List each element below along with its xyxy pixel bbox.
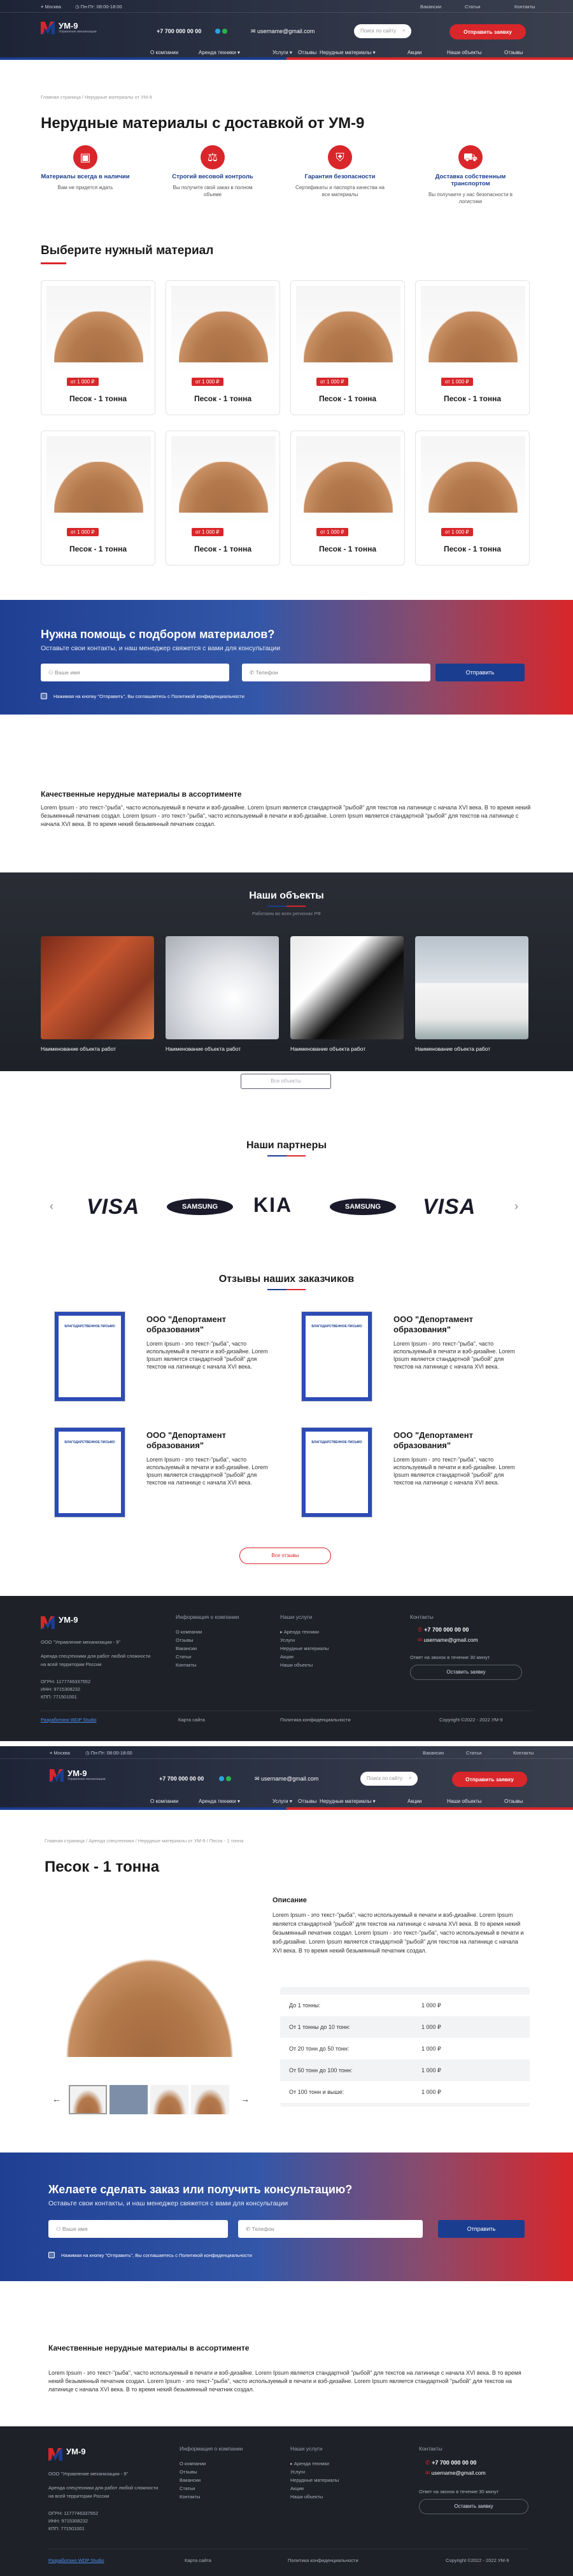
product-card[interactable] — [41, 431, 155, 566]
footer-link[interactable]: О компании — [180, 2461, 206, 2466]
price-row-label: От 100 тонн и выше: — [289, 2089, 344, 2095]
partner-logo-visa-2[interactable]: VISA — [423, 1195, 476, 1219]
price-row — [280, 2038, 530, 2060]
object-image[interactable] — [41, 936, 154, 1039]
product-price: от 1 000 ₽ — [192, 378, 223, 386]
header-cta-button[interactable]: Отправить заявку — [452, 1772, 527, 1787]
feature-item — [168, 145, 257, 198]
feature-icon: ⛟ — [458, 145, 483, 169]
feature-desc: Вы получите свой заказ в полном объеме — [173, 185, 253, 197]
review-title: ООО "Депортамент образования" — [393, 1430, 473, 1450]
product-price: от 1 000 ₽ — [192, 528, 223, 536]
nav-about[interactable]: О компании — [150, 50, 179, 55]
product-card[interactable] — [415, 431, 530, 566]
reviews-underline-red — [286, 1289, 306, 1290]
footer-logo-text[interactable]: УМ-9 — [59, 1615, 78, 1625]
nav-services[interactable]: Услуги ▾ — [272, 50, 292, 55]
objects-underline-blue — [267, 906, 286, 907]
product-card[interactable] — [166, 280, 280, 415]
header-cta-button[interactable]: Отправить заявку — [449, 24, 526, 39]
nav-reviews-2[interactable]: Отзывы — [504, 50, 523, 55]
price-row-value: 1 000 ₽ — [421, 2024, 441, 2030]
sand-image — [304, 462, 393, 513]
help-form-section — [0, 600, 573, 715]
footer-inn: ИНН: 9715308232 — [41, 1686, 81, 1692]
footer-callback-note: Ответ на звонок в течение 30 минут — [410, 1654, 490, 1660]
product-name[interactable]: Песок - 1 тонна — [194, 394, 252, 403]
nav-services[interactable]: Услуги ▾ — [272, 1798, 292, 1804]
product-card[interactable] — [166, 431, 280, 566]
footer-link[interactable]: Контакты — [180, 2494, 201, 2500]
product-price: от 1 000 ₽ — [67, 378, 99, 386]
page-title: Нерудные материалы с доставкой от УМ-9 — [41, 115, 365, 132]
site-header — [0, 0, 573, 60]
object-image[interactable] — [415, 936, 528, 1039]
partners-underline-red — [286, 1155, 306, 1156]
sand-image — [179, 462, 268, 513]
object-caption[interactable]: Наименование объекта работ — [290, 1046, 366, 1052]
footer-callback-button[interactable]: Оставить заявку — [419, 2499, 528, 2514]
product-card[interactable] — [415, 280, 530, 415]
product-name[interactable]: Песок - 1 тонна — [69, 394, 127, 403]
letter-heading: БЛАГОДАРСТВЕННОЕ ПИСЬМО — [311, 1325, 362, 1328]
footer-col1-title: Информация о компании — [180, 2445, 243, 2452]
help-title: Нужна помощь с подбором материалов? — [41, 628, 275, 641]
footer-col3-title: Контакты — [410, 1614, 434, 1620]
price-row-label: До 1 тонны: — [289, 2002, 321, 2009]
price-row — [280, 1995, 530, 2016]
footer-link[interactable]: Отзывы — [180, 2469, 197, 2475]
city-label[interactable]: ⌖ Москва — [50, 1750, 70, 1756]
object-caption[interactable]: Наименование объекта работ — [41, 1046, 117, 1052]
footer-email[interactable]: ✉ username@gmail.com — [425, 2470, 486, 2476]
review-letter-image[interactable] — [302, 1312, 372, 1401]
product-main-image[interactable] — [45, 1911, 255, 2082]
feature-title: Доставка собственным транспортом — [435, 173, 506, 187]
review-letter-image[interactable] — [55, 1428, 125, 1517]
breadcrumb[interactable]: Главная страница / Нерудные материалы от УМ-9 — [41, 94, 152, 100]
order-subtitle: Оставьте свои контакты, и наш менеджер свяжется с вами для консультации — [48, 2200, 288, 2207]
search-input[interactable]: Поиск по сайту — [354, 24, 411, 38]
choose-title: Выберите нужный материал — [41, 244, 214, 257]
partners-prev-arrow[interactable]: ‹ — [50, 1200, 53, 1213]
footer-col2-title: Наши услуги — [290, 2445, 323, 2452]
telegram-icon[interactable] — [215, 29, 220, 34]
footer-phone[interactable]: ✆ +7 700 000 00 00 — [425, 2459, 477, 2466]
footer-policy-link[interactable]: Политика конфиденциальности — [280, 1717, 351, 1723]
product-name[interactable]: Песок - 1 тонна — [318, 394, 377, 403]
footer-company: ООО "Управление механизации - 9" — [41, 1639, 121, 1645]
objects-underline-red — [286, 906, 306, 907]
breadcrumb[interactable]: Главная страница / Аренда спецтехники / Нерудные материалы от УМ-9 / Песок - 1 тонна — [45, 1838, 244, 1844]
hours-label: ◷ Пн-Пт: 08:00-18:00 — [75, 4, 122, 10]
sand-image — [304, 311, 393, 362]
nav-reviews[interactable]: Отзывы — [298, 1798, 317, 1804]
feature-icon: ⛨ — [328, 145, 352, 169]
features-row — [41, 145, 532, 222]
footer-link[interactable]: Акции — [280, 1654, 294, 1660]
product-price: от 1 000 ₽ — [316, 528, 348, 536]
footer-col1 — [180, 2459, 206, 2501]
seo-title: Качественные нерудные материалы в ассортименте — [48, 2344, 250, 2352]
whatsapp-icon[interactable] — [222, 29, 227, 34]
site-footer — [0, 1596, 573, 1741]
review-text: Lorem Ipsum - это текст-"рыба", часто используемый в печати и вэб-дизайне. Lorem Ipsum является стандартной "рыбой" для текстов на латинице с начала XVI века. — [146, 1341, 268, 1370]
review-text: Lorem Ipsum - это текст-"рыба", часто используемый в печати и вэб-дизайне. Lorem Ipsum является стандартной "рыбой" для текстов на латинице с начала XVI века. — [393, 1456, 515, 1486]
gallery-thumb[interactable] — [69, 2085, 107, 2114]
footer-company: ООО "Управление механизации - 9" — [48, 2471, 129, 2477]
product-card[interactable] — [290, 431, 405, 566]
product-price: от 1 000 ₽ — [441, 528, 473, 536]
seo-text: Lorem Ipsum - это текст-"рыба", часто используемый в печати и вэб-дизайне. Lorem Ipsum является стандартной "рыбой" для текстов на латинице с начала XVI века. В то время некий безымянный печатник создал. Lorem Ipsum - это текст-"рыба", часто используемый в печати и вэб-дизайне. Lorem Ipsum является стандартной "рыбой" для текстов на латинице с начала XVI века. В то время некий безымянный печатник создал. — [48, 2370, 521, 2393]
letter-heading: БЛАГОДАРСТВЕННОЕ ПИСЬМО — [311, 1441, 362, 1444]
footer-col2-title: Наши услуги — [280, 1614, 313, 1620]
product-name[interactable]: Песок - 1 тонна — [443, 544, 502, 553]
header-phone[interactable]: +7 700 000 00 00 — [159, 1775, 204, 1782]
nav-objects[interactable]: Наши объекты — [447, 50, 482, 55]
object-image[interactable] — [166, 936, 279, 1039]
top-link-contacts[interactable]: Контакты — [513, 1750, 534, 1756]
price-row-label: От 50 тонн до 100 тонн: — [289, 2067, 353, 2074]
objects-section — [0, 872, 573, 1084]
sand-image — [54, 462, 143, 513]
feature-icon: ⚖ — [201, 145, 225, 169]
nav-promo[interactable]: Акции — [407, 1798, 422, 1804]
product-card[interactable] — [41, 280, 155, 415]
price-table — [280, 1987, 530, 2107]
object-image[interactable] — [290, 936, 404, 1039]
feature-icon: ▣ — [73, 145, 97, 169]
partner-logo-visa[interactable]: VISA — [87, 1195, 140, 1219]
footer-about: Аренда спецтехники для работ любой сложности на всей территории России — [41, 1653, 151, 1667]
feature-item — [423, 145, 518, 205]
top-link-contacts[interactable]: Контакты — [514, 4, 535, 10]
price-row-value: 1 000 ₽ — [421, 2089, 441, 2095]
nav-materials[interactable]: Нерудные материалы ▾ — [320, 1798, 376, 1804]
site-footer — [0, 2426, 573, 2576]
price-row — [280, 2081, 530, 2103]
top-link-articles[interactable]: Статьи — [466, 1750, 482, 1756]
nav-reviews-2[interactable]: Отзывы — [504, 1798, 523, 1804]
logo-text[interactable]: УМ-9 — [67, 1768, 87, 1778]
help-subtitle: Оставьте свои контакты, и наш менеджер свяжется с вами для консультации — [41, 644, 281, 652]
footer-copyright: Copyright ©2022 - 2022 УМ-9 — [439, 1717, 503, 1723]
logo-icon[interactable] — [50, 1769, 64, 1782]
seo-text: Lorem Ipsum - это текст-"рыба", часто используемый в печати и вэб-дизайне. Lorem Ipsum является стандартной "рыбой" для текстов на латинице с начала XVI века. В то время некий безымянный печатник создал. Lorem Ipsum - это текст-"рыба", часто используемый в печати и вэб-дизайне. Lorem Ipsum является стандартной "рыбой" для текстов на латинице с начала XVI века. В то время некий безымянный печатник создал. — [41, 804, 531, 827]
gallery-prev-arrow[interactable]: ← — [52, 2094, 61, 2104]
name-input[interactable]: ⚇ Ваше имя — [41, 664, 229, 681]
price-row-value: 1 000 ₽ — [421, 2067, 441, 2074]
object-caption[interactable]: Наименование объекта работ — [415, 1046, 491, 1052]
sand-image — [428, 311, 518, 362]
all-reviews-button[interactable]: Все отзывы — [239, 1548, 331, 1564]
name-input[interactable]: ⚇ Ваше имя — [48, 2220, 228, 2238]
footer-logo-icon[interactable] — [48, 2448, 62, 2461]
footer-link[interactable]: Услуги — [290, 2469, 306, 2475]
nav-objects[interactable]: Наши объекты — [447, 1798, 482, 1804]
help-submit-button[interactable]: Отправить — [435, 664, 525, 681]
sand-image — [179, 311, 268, 362]
feature-title: Гарантия безопасности — [304, 173, 376, 180]
nav-rental[interactable]: Аренда техники ▾ — [199, 1798, 240, 1804]
feature-title: Материалы всегда в наличии — [41, 173, 130, 180]
footer-link[interactable]: Вакансии — [180, 2477, 201, 2483]
footer-link[interactable]: Контакты — [176, 1662, 197, 1668]
whatsapp-icon[interactable] — [226, 1776, 231, 1781]
gallery-thumb[interactable] — [150, 2085, 188, 2114]
partner-logo-kia[interactable]: KIA — [253, 1193, 293, 1216]
footer-col1 — [176, 1628, 202, 1669]
footer-link[interactable]: Наши объекты — [280, 1662, 313, 1668]
price-row-label: От 1 тонны до 10 тонн: — [289, 2024, 350, 2030]
partners-underline-blue — [267, 1155, 286, 1156]
price-row-value: 1 000 ₽ — [421, 2002, 441, 2009]
city-label[interactable]: ⌖ Москва — [41, 4, 61, 10]
logo-subtitle: Управление механизации — [67, 1777, 106, 1781]
description-title: Описание — [272, 1896, 307, 1904]
letter-heading: БЛАГОДАРСТВЕННОЕ ПИСЬМО — [64, 1325, 115, 1328]
agree-checkbox[interactable] — [48, 2252, 55, 2258]
objects-title: Наши объекты — [249, 890, 324, 901]
product-name[interactable]: Песок - 1 тонна — [69, 544, 127, 553]
footer-dev-link[interactable]: Разработано WDP Studio — [48, 2558, 104, 2563]
social-icons — [219, 1776, 231, 1783]
footer-about: Аренда спецтехники для работ любой сложности на всей территории России — [48, 2485, 159, 2499]
footer-callback-note: Ответ на звонок в течение 30 минут — [419, 2489, 499, 2494]
social-icons — [215, 29, 227, 36]
partners-next-arrow[interactable]: › — [514, 1200, 518, 1213]
logo-icon[interactable] — [41, 22, 55, 34]
search-input[interactable]: Поиск по сайту — [360, 1772, 418, 1786]
reviews-underline-blue — [267, 1289, 286, 1290]
footer-link[interactable]: Статьи — [180, 2486, 195, 2491]
top-link-vacancies[interactable]: Вакансии — [423, 1750, 444, 1756]
feature-desc: Вы получаете у нас безопасности в логистике — [428, 192, 513, 204]
feature-title: Строгий весовой контроль — [172, 173, 253, 180]
footer-sitemap-link[interactable]: Карта сайта — [185, 2558, 211, 2563]
partners-title: Наши партнеры — [246, 1140, 327, 1151]
footer-link[interactable]: Отзывы — [176, 1637, 194, 1643]
header-email[interactable]: ✉ username@gmail.com — [251, 28, 315, 34]
footer-kpp: КПП: 771501001 — [41, 1694, 77, 1700]
object-caption[interactable]: Наименование объекта работ — [166, 1046, 241, 1052]
review-title: ООО "Депортамент образования" — [393, 1314, 473, 1334]
sand-image — [428, 462, 518, 513]
title-underline — [41, 262, 66, 264]
nav-about[interactable]: О компании — [150, 1798, 179, 1804]
footer-link[interactable]: ▸ Аренда техники — [290, 2461, 329, 2466]
footer-link[interactable]: Услуги — [280, 1637, 295, 1643]
footer-logo-icon[interactable] — [41, 1616, 55, 1629]
sand-image — [57, 1949, 242, 2057]
sand-image — [54, 311, 143, 362]
logo-subtitle: Управление механизации — [59, 30, 97, 34]
review-title: ООО "Депортамент образования" — [146, 1314, 226, 1334]
footer-inn: ИНН: 9715308232 — [48, 2518, 88, 2524]
phone-input[interactable]: ✆ Телефон — [238, 2220, 423, 2238]
footer-dev-link[interactable]: Разработано WDP Studio — [41, 1717, 97, 1723]
seo-title: Качественные нерудные материалы в ассортименте — [41, 790, 242, 799]
product-name[interactable]: Песок - 1 тонна — [443, 394, 502, 403]
objects-subtitle: Работаем во всех регионах РФ — [251, 911, 321, 916]
footer-link[interactable]: Вакансии — [176, 1646, 197, 1651]
footer-link[interactable]: Статьи — [176, 1654, 192, 1660]
price-row-label: От 20 тонн до 50 тонн: — [289, 2046, 350, 2052]
header-email[interactable]: ✉ username@gmail.com — [255, 1775, 319, 1782]
footer-email[interactable]: ✉ username@gmail.com — [418, 1637, 478, 1643]
price-row — [280, 2060, 530, 2081]
footer-kpp: КПП: 771501001 — [48, 2526, 85, 2531]
gallery-thumb[interactable] — [191, 2085, 229, 2114]
product-card[interactable] — [290, 280, 405, 415]
letter-heading: БЛАГОДАРСТВЕННОЕ ПИСЬМО — [64, 1441, 115, 1444]
telegram-icon[interactable] — [219, 1776, 224, 1781]
footer-col3-title: Контакты — [419, 2445, 442, 2452]
product-name[interactable]: Песок - 1 тонна — [318, 544, 377, 553]
footer-copyright: Copyright ©2022 - 2022 УМ-9 — [446, 2558, 509, 2563]
footer-sitemap-link[interactable]: Карта сайта — [178, 1717, 205, 1723]
footer-link[interactable]: ▸ Аренда техники — [280, 1629, 319, 1635]
footer-phone[interactable]: ✆ +7 700 000 00 00 — [418, 1626, 469, 1633]
footer-policy-link[interactable]: Политика конфиденциальности — [288, 2558, 358, 2563]
product-name[interactable]: Песок - 1 тонна — [194, 544, 252, 553]
logo-text[interactable]: УМ-9 — [59, 21, 78, 31]
partner-logo-samsung[interactable]: SAMSUNG — [167, 1199, 233, 1215]
order-title: Желаете сделать заказ или получить консультацию? — [48, 2183, 353, 2196]
all-objects-button[interactable]: Все объекты — [241, 1074, 331, 1089]
hours-label: ◷ Пн-Пт: 08:00-18:00 — [85, 1750, 132, 1756]
nav-promo[interactable]: Акции — [407, 50, 422, 55]
footer-link[interactable]: Нерудные материалы — [290, 2477, 339, 2483]
header-phone[interactable]: +7 700 000 00 00 — [157, 28, 202, 34]
gallery-next-arrow[interactable]: → — [241, 2094, 250, 2104]
order-form-section — [0, 2153, 573, 2281]
footer-link[interactable]: О компании — [176, 1629, 202, 1635]
footer-ogrn: ОГРН: 1177746337552 — [48, 2510, 99, 2516]
footer-callback-button[interactable]: Оставить заявку — [410, 1665, 522, 1680]
agree-checkbox[interactable] — [41, 693, 47, 699]
site-header — [0, 1746, 573, 1810]
nav-materials[interactable]: Нерудные материалы ▾ — [320, 50, 376, 55]
footer-link[interactable]: Акции — [290, 2486, 304, 2491]
search-icon[interactable]: ⌕ — [409, 1774, 413, 1781]
feature-desc: Вам не придется ждать — [57, 185, 113, 190]
agree-text[interactable]: Нажимая на кнопку "Отправить", Вы соглашаетесь с Политикой конфиденциальности — [53, 694, 244, 699]
review-text: Lorem Ipsum - это текст-"рыба", часто используемый в печати и вэб-дизайне. Lorem Ipsum является стандартной "рыбой" для текстов на латинице с начала XVI века. — [146, 1456, 268, 1486]
description-text: Lorem Ipsum - это текст-"рыба", часто используемый в печати и вэб-дизайне. Lorem Ipsum является стандартной "рыбой" для текстов на латинице с начала XVI века. В то время некий безымянный печатник создал. Lorem Ipsum - это текст-"рыба", часто используемый в печати и вэб-дизайне. Lorem Ipsum является стандартной "рыбой" для текстов на латинице с начала XVI века. В то время некий безымянный печатник создал. — [272, 1912, 524, 1954]
review-letter-image[interactable] — [302, 1428, 372, 1517]
footer-link[interactable]: Нерудные материалы — [280, 1646, 329, 1651]
feature-item — [41, 145, 130, 191]
top-link-articles[interactable]: Статьи — [465, 4, 481, 10]
phone-input[interactable]: ✆ Телефон — [242, 664, 430, 681]
gallery-thumb[interactable] — [110, 2085, 148, 2114]
footer-logo-text[interactable]: УМ-9 — [66, 2447, 86, 2456]
review-title: ООО "Депортамент образования" — [146, 1430, 226, 1450]
review-letter-image[interactable] — [55, 1312, 125, 1401]
nav-rental[interactable]: Аренда техники ▾ — [199, 50, 240, 55]
agree-text[interactable]: Нажимая на кнопку "Отправить", Вы соглашаетесь с Политикой конфиденциальности — [61, 2252, 252, 2258]
feature-desc: Сертификаты и паспорта качества на все материалы — [295, 185, 385, 197]
footer-col1-title: Информация о компании — [176, 1614, 239, 1620]
review-text: Lorem Ipsum - это текст-"рыба", часто используемый в печати и вэб-дизайне. Lorem Ipsum является стандартной "рыбой" для текстов на латинице с начала XVI века. — [393, 1341, 515, 1370]
search-icon[interactable]: ⌕ — [402, 27, 406, 33]
product-price: от 1 000 ₽ — [67, 528, 99, 536]
footer-ogrn: ОГРН: 1177746337552 — [41, 1679, 91, 1684]
feature-item — [295, 145, 385, 198]
footer-link[interactable]: Наши объекты — [290, 2494, 323, 2500]
partner-logo-samsung-2[interactable]: SAMSUNG — [330, 1199, 396, 1215]
product-title: Песок - 1 тонна — [45, 1858, 160, 1875]
product-price: от 1 000 ₽ — [316, 378, 348, 386]
reviews-title: Отзывы наших заказчиков — [218, 1274, 355, 1284]
footer-col2 — [290, 2459, 339, 2501]
footer-col2 — [280, 1628, 329, 1669]
price-row — [280, 2016, 530, 2038]
order-submit-button[interactable]: Отправить — [438, 2220, 525, 2238]
nav-reviews[interactable]: Отзывы — [298, 50, 317, 55]
top-link-vacancies[interactable]: Вакансии — [420, 4, 442, 10]
price-row-value: 1 000 ₽ — [421, 2046, 441, 2052]
product-price: от 1 000 ₽ — [441, 378, 473, 386]
